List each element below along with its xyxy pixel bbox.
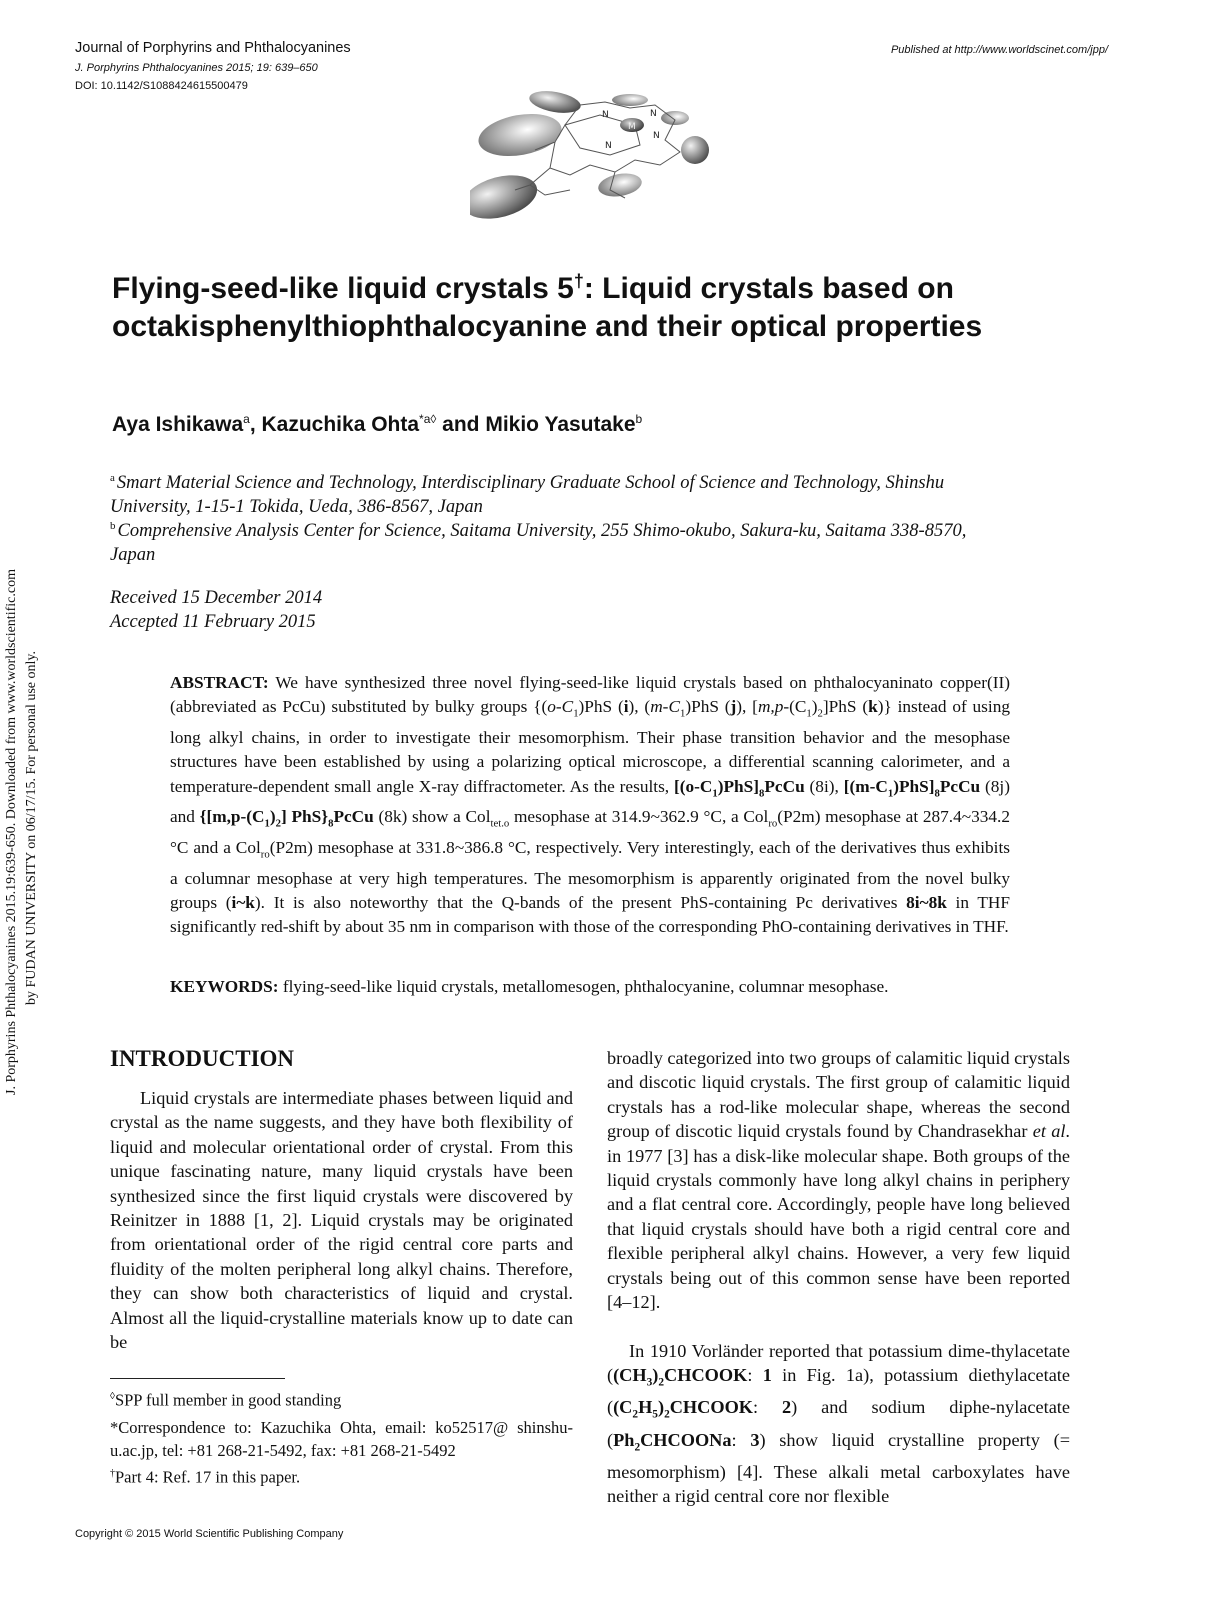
footnote-divider: [110, 1378, 285, 1379]
paper-title: Flying-seed-like liquid crystals 5†: Liquid crystals based on octakisphenylthiophthalocyanine and their optical properties: [112, 271, 983, 343]
section-heading-introduction: INTRODUCTION: [110, 1046, 295, 1071]
download-notice-line1: J. Porphyrins Phthalocyanines 2015.19:639-650. Downloaded from www.worldscientific.com: [4, 569, 19, 1095]
received-date: Received 15 December 2014: [110, 588, 323, 608]
compound-8j: $[(m-C_1)PhS]_8PcCu$: [843, 776, 981, 800]
title-dagger: †: [573, 271, 584, 291]
download-notice-line2: by FUDAN UNIVERSITY on 06/17/15. For personal use only.: [24, 651, 39, 1005]
phthalocyanine-logo-icon: [470, 80, 720, 230]
accepted-date: Accepted 11 February 2015: [110, 612, 316, 632]
affiliation-a: $^a$ Smart Material Science and Technology, Interdisciplinary Graduate School of Science and Technology, Shinshu University, 1-15-1 Tokida, Ueda, 386-8567, Japan: [110, 472, 945, 518]
author-name: Kazuchika Ohta: [261, 413, 420, 436]
compound-8i: $[(o-C_1)PhS]_8PcCu$: [673, 776, 805, 800]
keywords: KEYWORDS: flying-seed-like liquid crystals, metallomesogen, phthalocyanine, columnar mesophase.: [170, 977, 889, 996]
svg-text:N: N: [602, 110, 609, 120]
author-name: Aya Ishikawa: [112, 413, 244, 436]
footnote-part4: †Part 4: Ref. 17 in this paper.: [110, 1467, 301, 1487]
copyright: Copyright © 2015 World Scientific Publishing Company: [75, 1528, 344, 1540]
intro-paragraph-3: In 1910 Vorländer reported that potassium dime-thylacetate ($(CH_3)_2CHCOOK$: 1 in Fig. 1a), potassium diethylacetate ($(C_2H_5)_2CHCOOK$: 2) and sodium diphe-nylacetate ($Ph_2CHCOONa$: 3) show liquid crystalline property (= mesomorphism) [4]. These alkali metal carboxylates have neither a rigid central core nor flexible: [607, 1341, 1071, 1506]
abstract-label: ABSTRACT:: [170, 673, 269, 692]
logo-metal-label: M: [628, 122, 636, 132]
journal-citation: J. Porphyrins Phthalocyanines 2015; 19: 639–650: [75, 62, 318, 74]
footnote-spp: ◊SPP full member in good standing: [110, 1390, 342, 1410]
abstract: ABSTRACT: We have synthesized three novel flying-seed-like liquid crystals based on phthalocyaninato copper(II) (abbreviated as PcCu) substituted by bulky groups {$(o-C_1)PhS$ (i), $(m-C_1)PhS$ (j), $[m,p-(C_1)_2]PhS$ (k)} instead of using long alkyl chains, in order to investigate their mesomorphism. Their phase transition behavior and the mesophase structures have been established by using a polarizing optical microscope, a differential scanning calorimeter, and a temperature-dependent small angle X-ray diffractometer. As the results, $[(o-C_1)PhS]_8PcCu$ (8i), $[(m-C_1)PhS]_8PcCu$ (8j) and {$[m,p-(C_1)_2]$ $PhS\}_8PcCu$ (8k) show a Col$_{tet.o}$ mesophase at 314.9~362.9 °C, a Col$_{ro}$(P2m) mesophase at 287.4~334.2 °C and a Col$_{ro}$(P2m) mesophase at 331.8~386.8 °C, respectively. Very interestingly, each of the derivatives thus exhibits a columnar mesophase at very high temperatures. The mesomorphism is apparently originated from the novel bulky groups (i~k). It is also noteworthy that the Q-bands of the present PhS-containing Pc derivatives 8i~8k in THF significantly red-shift by about 35 nm in comparison with those of the corresponding PhO-containing derivatives in THF.: [170, 673, 1011, 937]
journal-name: Journal of Porphyrins and Phthalocyanines: [75, 40, 351, 56]
author-list: Aya Ishikawa$^a$, Kazuchika Ohta$^{*a◊}$ and Mikio Yasutake$^b$: [112, 412, 643, 436]
author-name: Mikio Yasutake: [485, 413, 636, 436]
intro-paragraph-1: Liquid crystals are intermediate phases between liquid and crystal as the name suggests, and they have both flexibility of liquid and molecular orientational order of crystal. From this unique fascinating nature, many liquid crystals have been synthesized since the first liquid crystals were discovered by Reinitzer in 1888 [1, 2]. Liquid crystals may be originated from orientational order of the rigid central core parts and fluidity of the molten peripheral long alkyl chains. Therefore, they can show both characteristics of liquid and crystal. Almost all the liquid-crystalline materials know up to date can be: [110, 1088, 573, 1353]
doi: DOI: 10.1142/S1088424615500479: [75, 80, 248, 92]
affiliation-b: $^b$ Comprehensive Analysis Center for Science, Saitama University, 255 Shimo-okubo, Sakura-ku, Saitama 338-8570, Japan: [110, 520, 967, 566]
keywords-label: KEYWORDS:: [170, 977, 279, 996]
intro-paragraph-2: broadly categorized into two groups of calamitic liquid crystals and discotic liquid crystals. The first group of calamitic liquid crystals has a rod-like molecular shape, whereas the second group of discotic liquid crystals found by Chandrasekhar et al. in 1977 [3] has a disk-like molecular shape. Both groups of the liquid crystals commonly have long alkyl chains in periphery and a flat central core. Accordingly, people have long believed that liquid crystals should have both a rigid central core and flexible peripheral alkyl chains. However, a very few liquid crystals being out of this common sense have been reported [4–12].: [607, 1048, 1070, 1313]
svg-text:N: N: [653, 131, 660, 141]
compound-8k: {$[m,p-(C_1)_2]$ $PhS\}_8PcCu$: [199, 807, 374, 830]
footnote-correspondence: *Correspondence to: Kazuchika Ohta, email: ko52517@ shinshu-u.ac.jp, tel: +81 268-21-5492, fax: +81 268-21-5492: [110, 1418, 573, 1460]
published-url[interactable]: Published at http://www.worldscinet.com/jpp/: [890, 44, 1108, 56]
svg-text:N: N: [605, 141, 612, 151]
svg-text:N: N: [650, 109, 657, 119]
